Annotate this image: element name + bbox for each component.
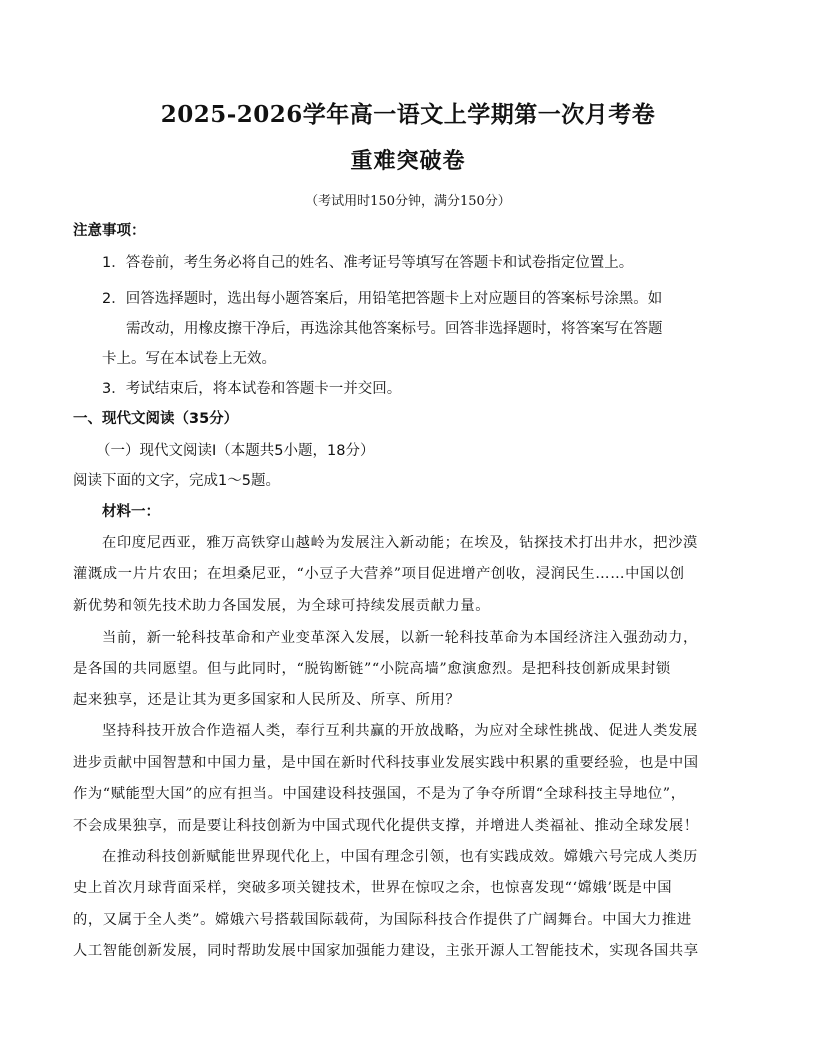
passage-line: 的，又属于全人类”。嫦娥六号搭载国际载荷，为国际科技合作提供了广阔舞台。中国大力推进 [73,912,692,928]
note-item-3: 3．考试结束后，将本试卷和答题卡一并交回。 [102,381,402,397]
passage-line: 在推动科技创新赋能世界现代化上，中国有理念引领，也有实践成效。嫦娥六号完成人类历 [102,849,698,865]
passage-line: 在印度尼西亚，雅万高铁穿山越岭为发展注入新动能；在埃及，钻探技术打出井水，把沙漠 [102,535,698,551]
passage-line: 作为“赋能型大国”的应有担当。中国建设科技强国，不是为了争夺所谓“全球科技主导地位”， [73,786,686,802]
passage-line: 是各国的共同愿望。但与此同时，“脱钩断链”“小院高墙”愈演愈烈。是把科技创新成果封锁 [73,661,671,677]
exam-title: 2025-2026学年高一语文上学期第一次月考卷 [160,101,656,128]
passage-line: 史上首次月球背面采样，突破多项关键技术，世界在惊叹之余，也惊喜发现“‘嫦娥’既是中国 [73,880,673,896]
exam-subtitle: 重难突破卷 [350,148,466,174]
passage-line: 人工智能创新发展，同时帮助发展中国家加强能力建设，主张开源人工智能技术，实现各国共享 [73,943,699,959]
passage-line: 坚持科技开放合作造福人类，奉行互利共赢的开放战略，为应对全球性挑战、促进人类发展 [102,723,698,739]
notes-heading: 注意事项： [73,223,146,239]
exam-time-score-info: （考试用时150分钟，满分150分） [305,194,511,209]
passage-line: 进步贡献中国智慧和中国力量，是中国在新时代科技事业发展实践中积累的重要经验，也是中国 [73,755,699,771]
passage-line: 起来独享，还是让其为更多国家和人民所及、所享、所用？ [73,692,461,708]
sub-section-heading: （一）现代文阅读Ⅰ（本题共5小题，18分） [96,443,375,459]
passage-line: 不会成果独享，而是要让科技创新为中国式现代化提供支撑，并增进人类福祉、推动全球发展！ [73,818,699,834]
note-item-1: 1．答卷前，考生务必将自己的姓名、准考证号等填写在答题卡和试卷指定位置上。 [102,255,634,271]
note-item-2-line-3: 卡上。写在本试卷上无效。 [102,351,276,367]
passage-line: 灌溉成一片片农田；在坦桑尼亚，“小豆子大营养”项目促进增产创收，浸润民生……中国以创 [73,566,685,582]
material-label: 材料一： [102,504,160,520]
section-heading: 一、现代文阅读（35分） [73,411,239,427]
note-item-2-line-1: 2．回答选择题时，选出每小题答案后，用铅笔把答题卡上对应题目的答案标号涂黑。如 [102,291,663,307]
note-item-2-line-2: 需改动，用橡皮擦干净后，再选涂其他答案标号。回答非选择题时，将答案写在答题 [126,321,663,337]
passage-line: 新优势和领先技术助力各国发展，为全球可持续发展贡献力量。 [73,598,491,614]
reading-instruction: 阅读下面的文字，完成1～5题。 [73,473,280,489]
passage-line: 当前，新一轮科技革命和产业变革深入发展，以新一轮科技革命为本国经济注入强劲动力， [102,630,698,646]
